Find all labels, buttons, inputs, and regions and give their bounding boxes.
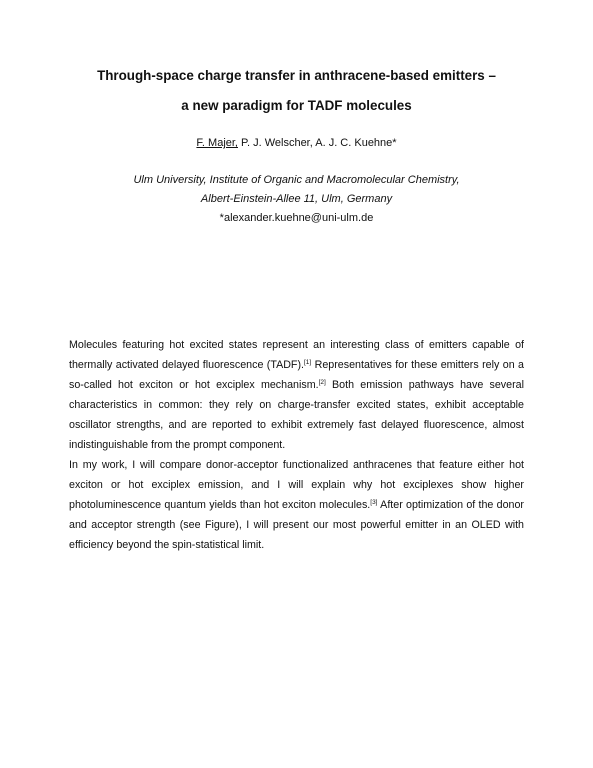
abstract-body	[69, 335, 524, 555]
affiliation-block	[60, 171, 533, 228]
abstract-text: After optimization of the donor and acceptor strength (see Figure), I will present our most powerful emitter in an OLED with efficiency beyond the spin-statistical limit.	[69, 499, 524, 551]
paper-title-line-1: Through-space charge transfer in anthracene-based emitters –	[97, 68, 496, 83]
abstract-text: Both emission pathways have several characteristics in common: they rely on charge-transfer excited states, exhibit acceptable oscillator strengths, and are reported to exhibit extremely fast delayed fluorescence, almost indistinguishable from the prompt component.	[69, 379, 524, 451]
citation-ref: [1]	[304, 359, 312, 366]
citation-ref: [2]	[318, 379, 326, 386]
presenting-author: F. Majer,	[196, 137, 238, 149]
co-authors: P. J. Welscher, A. J. C. Kuehne*	[238, 137, 397, 149]
paper-title-line-2: a new paradigm for TADF molecules	[181, 98, 412, 113]
abstract-text: In my work, I will compare donor-acceptor functionalized anthracenes that feature either hot exciton or hot exciplex emission, and I will explain why hot exciplexes show higher photoluminescence quantum yields than hot exciton molecules.	[69, 459, 524, 511]
citation-ref: [3]	[370, 499, 378, 506]
affiliation-line-2: Albert-Einstein-Allee 11, Ulm, Germany	[200, 193, 393, 205]
abstract-text: Molecules featuring hot excited states represent an interesting class of emitters capable of thermally activated delayed fluorescence (TADF).	[69, 339, 524, 371]
corresponding-email: *alexander.kuehne@uni-ulm.de	[219, 212, 374, 224]
abstract-paragraph-1	[69, 335, 524, 455]
author-list	[40, 136, 553, 150]
abstract-text: Representatives for these emitters rely on a so-called hot exciton or hot exciplex mechanism.	[69, 359, 524, 391]
abstract-paragraph-2	[69, 455, 524, 555]
affiliation-line-1: Ulm University, Institute of Organic and Macromolecular Chemistry,	[133, 174, 460, 186]
